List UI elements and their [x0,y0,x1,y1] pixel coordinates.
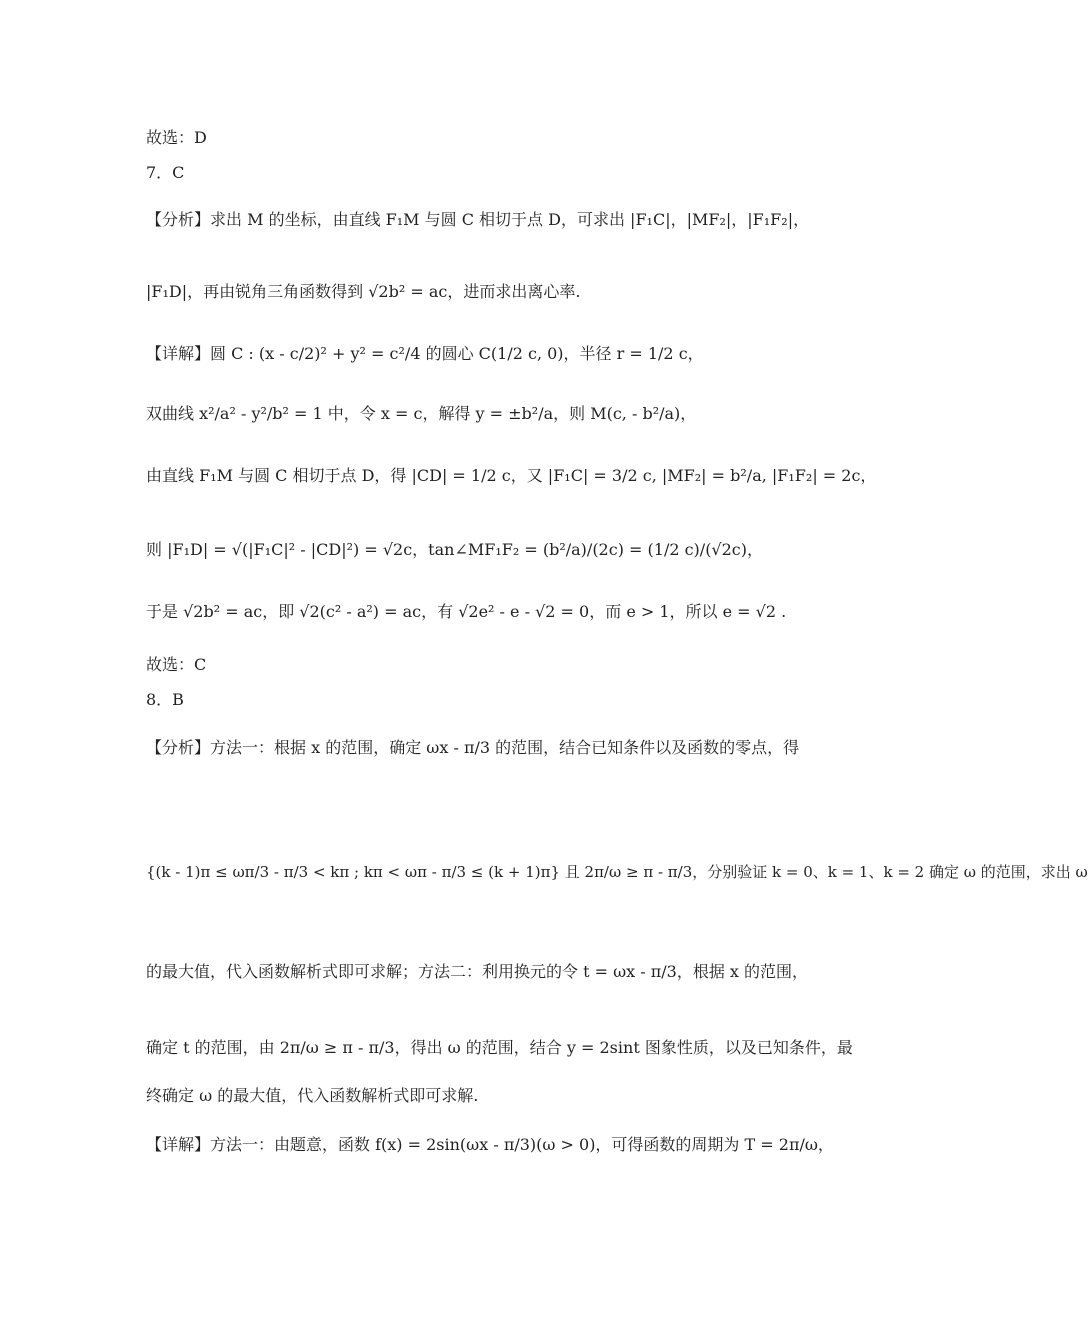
q8-analysis-line-3: 的最大值，代入函数解析式即可求解；方法二：利用换元的令 t = ωx - π/3，根据 x 的范围， [146,962,809,981]
q8-analysis-line-1 [146,738,799,758]
q8-detail-line-1 [146,1135,834,1155]
q7-detail-text-1: 圆 C : (x - c/2)² + y² = c²/4 的圆心 C(1/2 c, 0)，半径 r = 1/2 c， [210,344,704,363]
q7-detail-line-4: 则 |F₁D| = √(|F₁C|² - |CD|²) = √2c，tan∠MF₁F₂ = (b²/a)/(2c) = (1/2 c)/(√2c)， [146,540,764,559]
analysis-tag-8: 【分析】 [146,738,211,757]
q8-analysis-text-1: 方法一：根据 x 的范围，确定 ωx - π/3 的范围，结合已知条件以及函数的零点，得 [210,738,800,757]
q7-detail-line-2: 双曲线 x²/a² - y²/b² = 1 中，令 x = c，解得 y = ±b²/a，则 M(c, - b²/a)， [146,404,697,423]
question-7-head: 7．C [146,163,185,182]
q8-analysis-line-2: {(k - 1)π ≤ ωπ/3 - π/3 < kπ ; kπ < ωπ - π/3 ≤ (k + 1)π} 且 2π/ω ≥ π - π/3，分别验证 k = 0、k = 1、k = 2 确定 ω 的范围，求出 ω [146,863,1088,881]
question-8-head: 8．B [146,690,184,709]
q7-detail-line-5: 于是 √2b² = ac，即 √2(c² - a²) = ac，有 √2e² - e - √2 = 0，而 e > 1，所以 e = √2 . [146,602,787,621]
q7-analysis-line-1 [146,210,809,230]
q7-detail-line-3: 由直线 F₁M 与圆 C 相切于点 D，得 |CD| = 1/2 c，又 |F₁C| = 3/2 c, |MF₂| = b²/a, |F₁F₂| = 2c， [146,466,877,485]
choice-6: 故选：D [146,128,207,147]
q8-analysis-line-4: 确定 t 的范围，由 2π/ω ≥ π - π/3，得出 ω 的范围，结合 y = 2sint 图象性质，以及已知条件，最 [146,1038,853,1057]
choice-7: 故选：C [146,655,207,674]
detail-tag: 【详解】 [146,344,211,363]
analysis-tag: 【分析】 [146,210,211,229]
q7-analysis-line-2: |F₁D|，再由锐角三角函数得到 √2b² = ac，进而求出离心率. [146,282,581,301]
q7-analysis-text-1: 求出 M 的坐标，由直线 F₁M 与圆 C 相切于点 D，可求出 |F₁C|，|MF₂|，|F₁F₂|， [210,210,810,229]
q8-detail-text-1: 方法一：由题意，函数 f(x) = 2sin(ωx - π/3)(ω > 0)，可得函数的周期为 T = 2π/ω， [210,1135,834,1154]
q7-detail-line-1 [146,344,704,364]
q8-analysis-line-5: 终确定 ω 的最大值，代入函数解析式即可求解. [146,1086,479,1105]
detail-tag-8: 【详解】 [146,1135,211,1154]
